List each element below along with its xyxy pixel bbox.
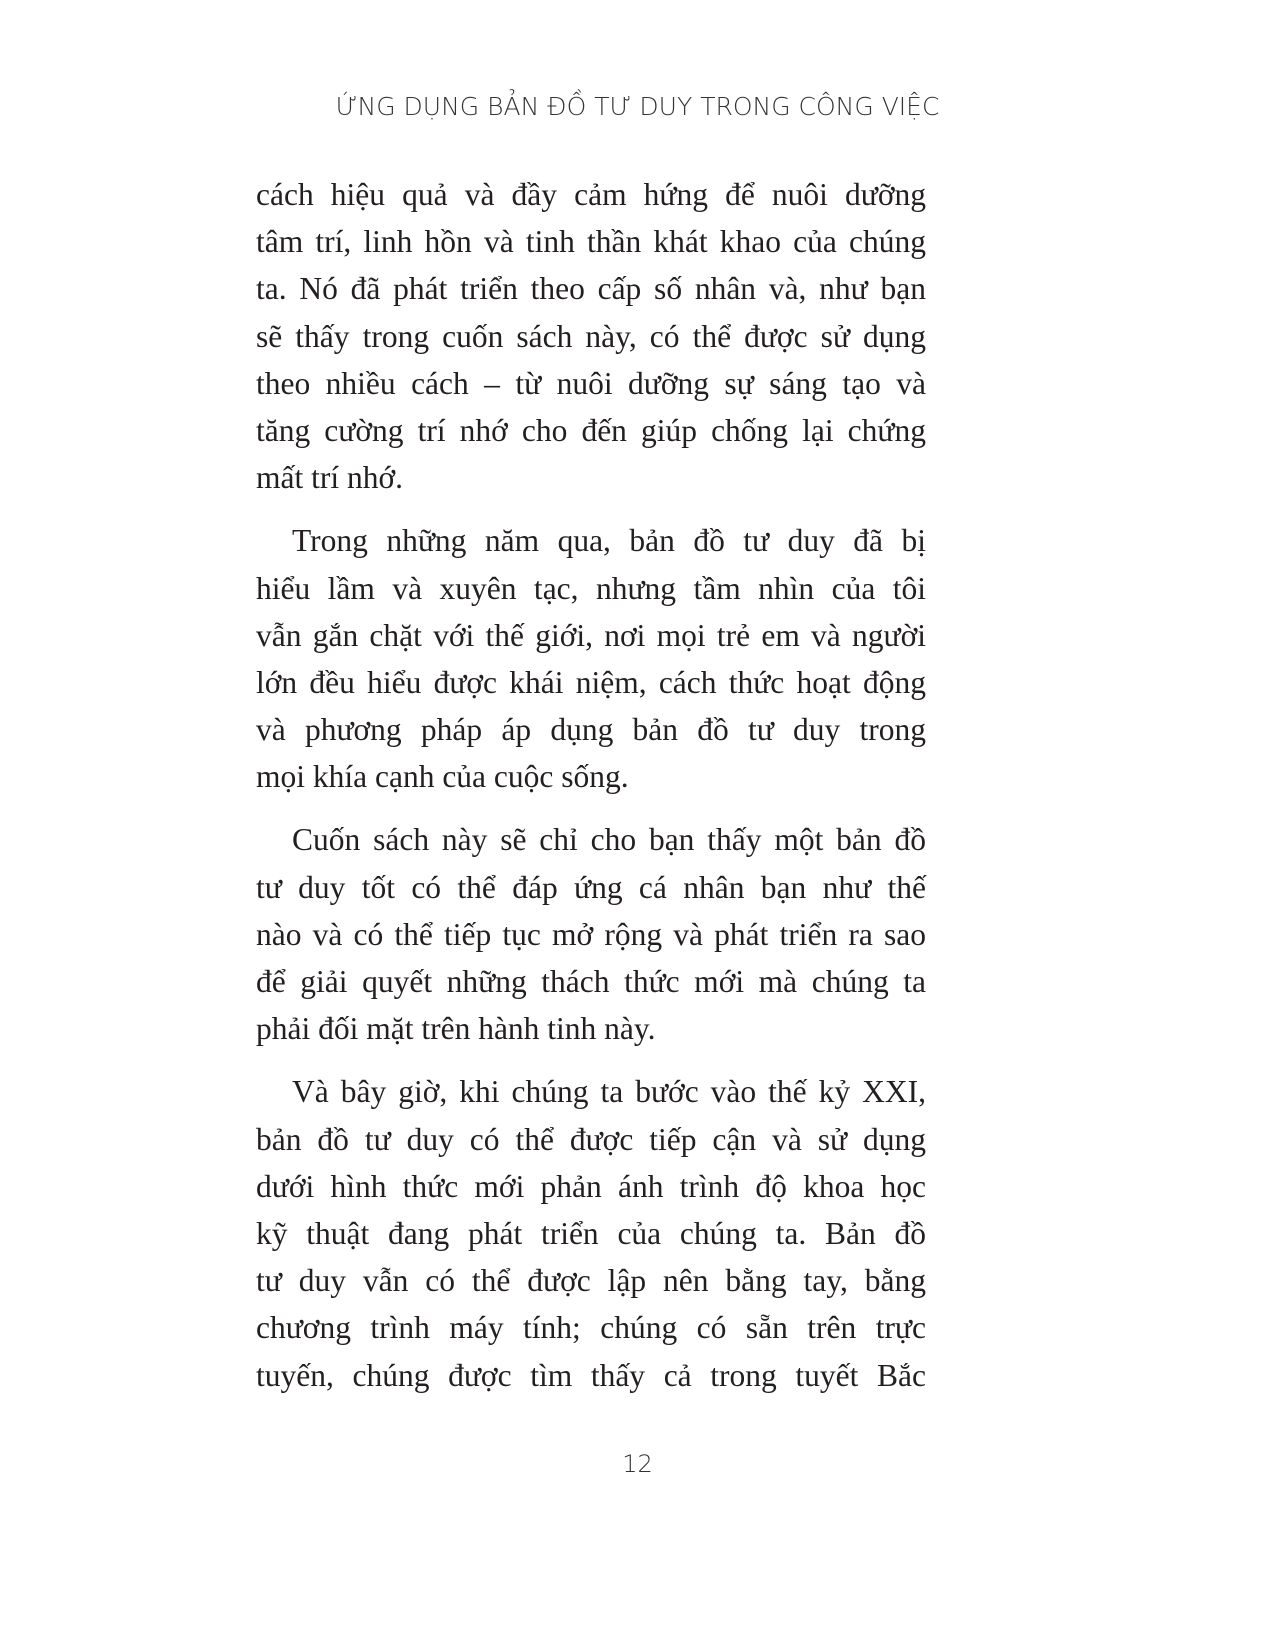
text-line: tư duy tốt có thể đáp ứng cá nhân bạn như thế [256, 869, 926, 905]
text-line: sẽ thấy trong cuốn sách này, có thể được sử dụng [256, 318, 926, 354]
text-line: tư duy vẫn có thể được lập nên bằng tay, bằng [256, 1263, 926, 1299]
text-line: ta. Nó đã phát triển theo cấp số nhân và, như bạn [256, 271, 926, 307]
text-line: mọi khía cạnh của cuộc sống. [256, 759, 629, 795]
text-line: kỹ thuật đang phát triển của chúng ta. Bản đồ [256, 1215, 926, 1251]
text-line: chương trình máy tính; chúng có sẵn trên trực [256, 1310, 926, 1346]
body-text [256, 171, 926, 1415]
text-line: lớn đều hiểu được khái niệm, cách thức hoạt động [256, 664, 926, 700]
text-line: Trong những năm qua, bản đồ tư duy đã bị [292, 523, 926, 559]
text-line: dưới hình thức mới phản ánh trình độ khoa học [256, 1168, 926, 1204]
text-line: hiểu lầm và xuyên tạc, nhưng tầm nhìn của tôi [256, 570, 926, 606]
text-line: phải đối mặt trên hành tinh này. [256, 1011, 656, 1047]
text-line: mất trí nhớ. [256, 460, 404, 496]
text-line: vẫn gắn chặt với thế giới, nơi mọi trẻ em và người [256, 617, 926, 653]
text-line: để giải quyết những thách thức mới mà chúng ta [256, 964, 926, 999]
paragraph [256, 517, 926, 800]
text-line: tâm trí, linh hồn và tinh thần khát khao của chúng [256, 224, 926, 260]
text-line: Và bây giờ, khi chúng ta bước vào thế kỷ XXI, [292, 1074, 926, 1110]
paragraph [256, 816, 926, 1052]
text-line: bản đồ tư duy có thể được tiếp cận và sử dụng [256, 1121, 926, 1157]
text-line: và phương pháp áp dụng bản đồ tư duy trong [256, 712, 926, 748]
text-line: Cuốn sách này sẽ chỉ cho bạn thấy một bản đồ [292, 822, 926, 858]
running-header: ỨNG DỤNG BẢN ĐỒ TƯ DUY TRONG CÔNG VIỆC [335, 92, 940, 121]
text-line: theo nhiều cách – từ nuôi dưỡng sự sáng tạo và [256, 365, 926, 401]
text-line: cách hiệu quả và đầy cảm hứng để nuôi dưỡng [256, 177, 926, 212]
page-number: 12 [622, 1450, 653, 1478]
text-line: tăng cường trí nhớ cho đến giúp chống lại chứng [256, 412, 926, 448]
paragraph [256, 1068, 926, 1398]
text-line: nào và có thể tiếp tục mở rộng và phát triển ra sao [256, 916, 926, 952]
paragraph [256, 171, 926, 501]
text-line: tuyến, chúng được tìm thấy cả trong tuyết Bắc [256, 1357, 926, 1393]
